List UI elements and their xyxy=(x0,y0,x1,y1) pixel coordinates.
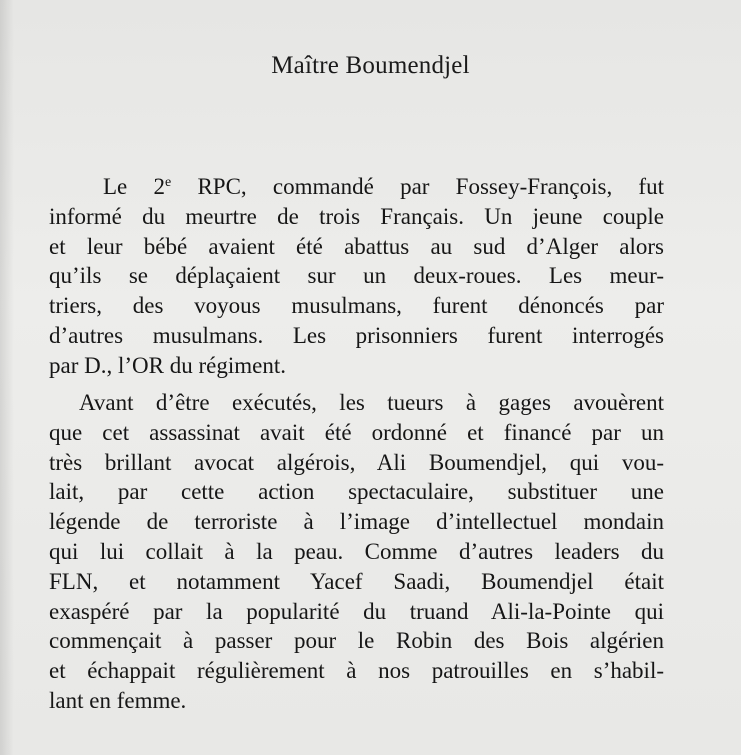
text-line: et échappait régulièrement à nos patrouilles en s’habil- xyxy=(49,658,664,684)
text-line: qu’ils se déplaçaient sur un deux-roues. Les meur- xyxy=(49,263,664,289)
chapter-title: Maître Boumendjel xyxy=(271,52,470,79)
ordinal-suffix: e xyxy=(165,175,172,190)
text-line: par D., l’OR du régiment. xyxy=(49,352,286,378)
text-line: informé du meurtre de trois Français. Un jeune couple xyxy=(49,203,664,229)
text-line: d’autres musulmans. Les prisonniers furent interrogés xyxy=(49,322,664,348)
first-line-rest: RPC, commandé par Fossey-François, fut xyxy=(171,174,664,199)
text-line: légende de terroriste à l’image d’intellectuel mondain xyxy=(49,509,664,535)
ordinal-number: 2 xyxy=(153,174,165,199)
text-line: FLN, et notamment Yacef Saadi, Boumendjel était xyxy=(49,568,664,594)
paragraph-1-line-1 xyxy=(49,172,664,202)
text-line: que cet assassinat avait été ordonné et financé par un xyxy=(49,419,664,445)
paragraph-1 xyxy=(49,172,664,381)
text-line: exaspéré par la popularité du truand Ali-la-Pointe qui xyxy=(49,598,664,624)
text-line: commençait à passer pour le Robin des Bois algérien xyxy=(49,628,664,654)
text-line: triers, des voyous musulmans, furent dénoncés par xyxy=(49,293,664,319)
text-line: Avant d’être exécutés, les tueurs à gages avouèrent xyxy=(79,390,664,415)
text-line: très brillant avocat algérois, Ali Boumendjel, qui vou- xyxy=(49,449,664,475)
text-line: lant en femme. xyxy=(49,687,187,713)
text-line: et leur bébé avaient été abattus au sud d’Alger alors xyxy=(49,233,664,259)
lead-word: Le xyxy=(103,174,154,199)
text-line: qui lui collait à la peau. Comme d’autres leaders du xyxy=(49,538,664,564)
paragraph-2 xyxy=(49,388,664,716)
text-line: lait, par cette action spectaculaire, substituer une xyxy=(49,479,664,505)
